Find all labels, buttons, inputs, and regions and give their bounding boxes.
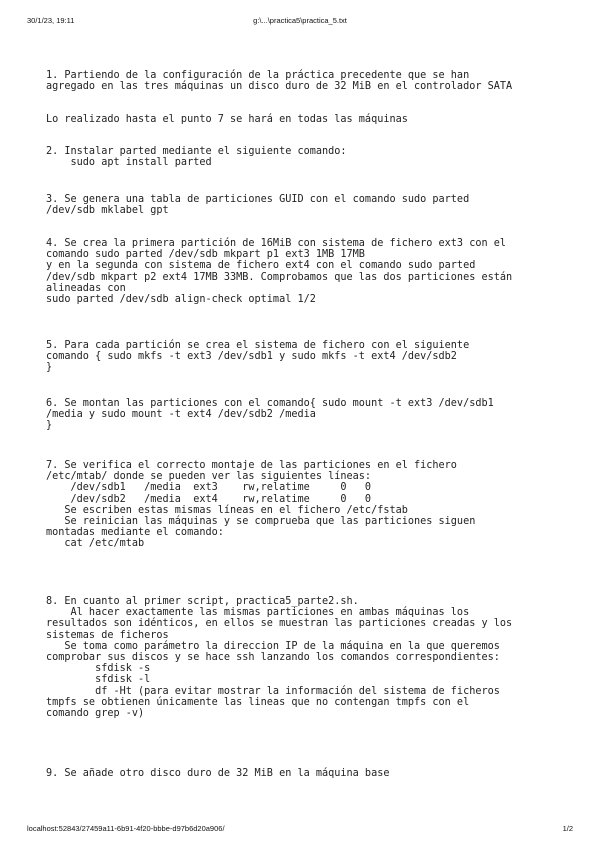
paragraph-item-2: 2. Instalar parted mediante el siguiente comando: sudo apt install parted (46, 146, 347, 169)
print-datetime: 30/1/23, 19:11 (27, 16, 75, 25)
page-url: localhost:52843/27459a11-6b91-4f20-bbbe-d97b6d20a906/ (27, 824, 225, 833)
document-body (46, 66, 566, 779)
paragraph-item-7: 7. Se verifica el correcto montaje de las particiones en el fichero /etc/mtab/ donde se pueden ver las siguientes líneas: /dev/sdb1 /media ext3 rw,relatime 0 0 /dev/sdb2 /media ext4 rw,relatime 0 0 Se escriben estas mismas líneas en el fichero /etc/fstab Se reinician las máquinas y se comprueba que las particiones siguen montadas mediante el comando: cat /etc/mtab (46, 460, 476, 550)
page-number: 1/2 (562, 824, 573, 833)
document-path: g:\...\practica5\practica_5.txt (253, 16, 347, 25)
paragraph-item-9: 9. Se añade otro disco duro de 32 MiB en la máquina base (46, 768, 390, 779)
paragraph-item-4: 4. Se crea la primera partición de 16MiB con sistema de fichero ext3 con el comando sudo parted /dev/sdb mkpart p1 ext3 1MB 17MB y en la segunda con sistema de fichero ext4 con el comando sudo parted /dev/sdb mkpart p2 ext4 17MB 33MB. Comprobamos que las dos particiones están alineadas con sudo parted /dev/sdb align-check optimal 1/2 (46, 238, 513, 306)
paragraph-item-6: 6. Se montan las particiones con el comando{ sudo mount -t ext3 /dev/sdb1 /media y sudo mount -t ext4 /dev/sdb2 /media } (46, 398, 494, 432)
paragraph-item-8: 8. En cuanto al primer script, practica5_parte2.sh. Al hacer exactamente las mismas particiones en ambas máquinas los resultados son idénticos, en ellos se muestran las particiones creadas y los sistemas de ficheros Se toma como parámetro la direccion IP de la máquina en la que queremos comprobar sus discos y se hace ssh lanzando los comandos correspondientes: sfdisk -s sfdisk -l df -Ht (para evitar mostrar la información del sistema de ficheros tmpfs se obtienen únicamente las lineas que no contengan tmpfs con el comando grep -v) (46, 596, 513, 720)
paragraph-item-1: 1. Partiendo de la configuración de la práctica precedente que se han agregado en las tres máquinas un disco duro de 32 MiB en el controlador SATA (46, 70, 513, 93)
paragraph-item-5: 5. Para cada partición se crea el sistema de fichero con el siguiente comando { sudo mkfs -t ext3 /dev/sdb1 y sudo mkfs -t ext4 /dev/sdb2 } (46, 340, 470, 374)
paragraph-item-3: 3. Se genera una tabla de particiones GUID con el comando sudo parted /dev/sdb mklabel gpt (46, 194, 470, 217)
paragraph-note-7: Lo realizado hasta el punto 7 se hará en todas las máquinas (46, 114, 408, 125)
